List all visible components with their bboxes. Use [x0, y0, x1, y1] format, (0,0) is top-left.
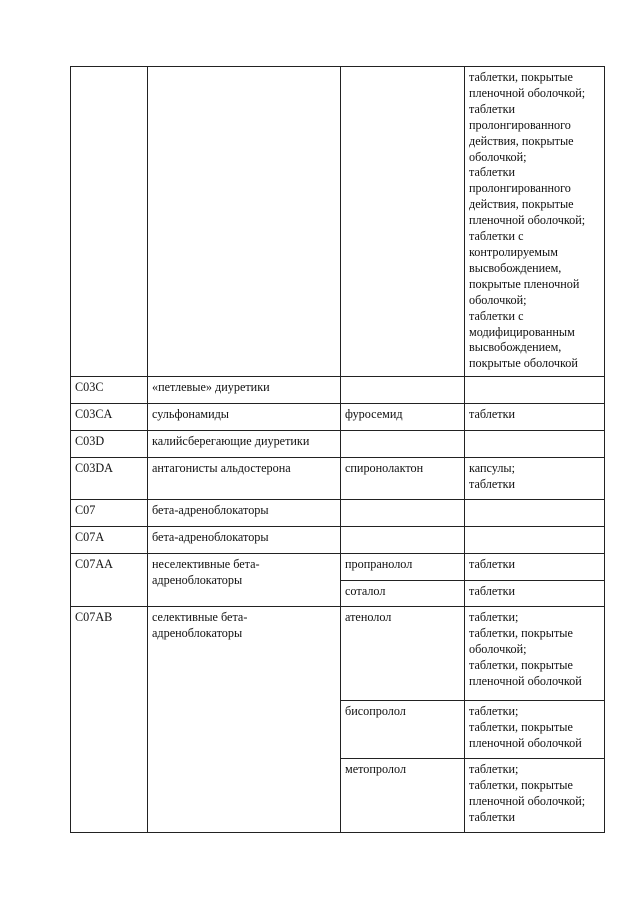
- dosage-form-line: пленочной оболочкой: [469, 736, 582, 751]
- drug-name-cell: [341, 431, 465, 458]
- drug-name-cell: метопролол: [341, 759, 465, 833]
- dosage-forms-cell: [465, 527, 605, 554]
- atc-code-cell: C03DA: [71, 458, 148, 500]
- dosage-forms-cell: [465, 607, 605, 701]
- drug-name-cell: [341, 527, 465, 554]
- table-row: [71, 527, 605, 554]
- dosage-forms-cell: [465, 554, 605, 581]
- dosage-form-line: таблетки: [469, 165, 516, 180]
- dosage-form-line: таблетки;: [469, 704, 519, 719]
- dosage-form-line: таблетки: [469, 407, 516, 422]
- group-name-cell: «петлевые» диуретики: [148, 377, 341, 404]
- dosage-forms-cell: [465, 431, 605, 458]
- group-name-line: адреноблокаторы: [152, 626, 243, 641]
- dosage-form-line: покрытые оболочкой: [469, 356, 578, 371]
- atc-code-cell: C07AB: [71, 607, 148, 833]
- table-row: [71, 67, 605, 377]
- dosage-form-line: таблетки, покрытые: [469, 70, 573, 84]
- group-name-cell: сульфонамиды: [148, 404, 341, 431]
- dosage-forms-cell: [465, 581, 605, 607]
- dosage-form-line: высвобождением,: [469, 340, 562, 355]
- atc-code-cell: C07: [71, 500, 148, 527]
- atc-code-cell: C03C: [71, 377, 148, 404]
- dosage-forms-cell: [465, 404, 605, 431]
- dosage-form-line: таблетки, покрытые: [469, 657, 573, 672]
- dosage-forms-cell: [465, 377, 605, 404]
- dosage-forms-cell: [465, 500, 605, 527]
- table-row: [71, 607, 605, 701]
- drug-name-cell: пропранолол: [341, 554, 465, 581]
- drug-name-cell: [341, 500, 465, 527]
- group-name-cell: бета-адреноблокаторы: [148, 527, 341, 554]
- dosage-form-line: покрытые пленочной: [469, 276, 580, 291]
- dosage-form-line: таблетки, покрытые: [469, 778, 573, 793]
- dosage-form-line: таблетки, покрытые: [469, 626, 573, 641]
- drug-name-cell: соталол: [341, 581, 465, 607]
- dosage-form-line: таблетки с: [469, 229, 524, 244]
- group-name-cell: [148, 607, 341, 833]
- dosage-form-line: действия, покрытые: [469, 197, 574, 212]
- group-name-cell: [148, 554, 341, 607]
- atc-code-cell: C03CA: [71, 404, 148, 431]
- table-row: [71, 554, 605, 581]
- group-name-line: неселективные бета-: [152, 557, 260, 572]
- dosage-form-line: модифицированным: [469, 324, 575, 339]
- dosage-form-line: пролонгированного: [469, 117, 571, 132]
- dosage-form-line: таблетки: [469, 809, 516, 824]
- drug-name-cell: атенолол: [341, 607, 465, 701]
- dosage-form-line: таблетки: [469, 101, 516, 116]
- dosage-form-line: таблетки, покрытые: [469, 720, 573, 735]
- dosage-forms-cell: [465, 759, 605, 833]
- dosage-forms-cell: [465, 458, 605, 500]
- dosage-form-line: действия, покрытые: [469, 133, 574, 148]
- drug-name-cell: спиронолактон: [341, 458, 465, 500]
- table-row: [71, 404, 605, 431]
- dosage-form-line: таблетки: [469, 477, 516, 492]
- dosage-form-line: таблетки;: [469, 762, 519, 777]
- table-row: [71, 500, 605, 527]
- drug-name-cell: [341, 67, 465, 377]
- drug-classification-table: [70, 66, 605, 833]
- dosage-form-line: контролируемым: [469, 244, 558, 259]
- drug-name-cell: фуросемид: [341, 404, 465, 431]
- group-name-cell: бета-адреноблокаторы: [148, 500, 341, 527]
- group-name-cell: калийсберегающие диуретики: [148, 431, 341, 458]
- dosage-form-line: таблетки: [469, 584, 516, 599]
- atc-code-cell: C07AA: [71, 554, 148, 607]
- group-name-cell: антагонисты альдостерона: [148, 458, 341, 500]
- dosage-form-line: оболочкой;: [469, 292, 527, 307]
- dosage-form-line: таблетки с: [469, 308, 524, 323]
- dosage-form-line: пленочной оболочкой;: [469, 85, 586, 100]
- dosage-form-line: пролонгированного: [469, 181, 571, 196]
- dosage-form-line: таблетки;: [469, 610, 519, 625]
- atc-code-cell: [71, 67, 148, 377]
- dosage-forms-cell: [465, 701, 605, 759]
- dosage-form-line: высвобождением,: [469, 260, 562, 275]
- group-name-line: адреноблокаторы: [152, 573, 243, 588]
- drug-name-cell: [341, 377, 465, 404]
- table-row: [71, 377, 605, 404]
- dosage-form-line: оболочкой;: [469, 642, 527, 657]
- group-name-line: селективные бета-: [152, 610, 248, 625]
- dosage-form-line: пленочной оболочкой: [469, 673, 582, 688]
- dosage-form-line: таблетки: [469, 557, 516, 572]
- group-name-cell: [148, 67, 341, 377]
- dosage-form-line: пленочной оболочкой;: [469, 213, 586, 228]
- dosage-forms-cell: [465, 67, 605, 377]
- atc-code-cell: C07A: [71, 527, 148, 554]
- drug-name-cell: бисопролол: [341, 701, 465, 759]
- dosage-form-line: пленочной оболочкой;: [469, 794, 586, 809]
- table-row: [71, 431, 605, 458]
- dosage-form-line: оболочкой;: [469, 149, 527, 164]
- table-row: [71, 458, 605, 500]
- dosage-form-line: капсулы;: [469, 461, 515, 476]
- atc-code-cell: C03D: [71, 431, 148, 458]
